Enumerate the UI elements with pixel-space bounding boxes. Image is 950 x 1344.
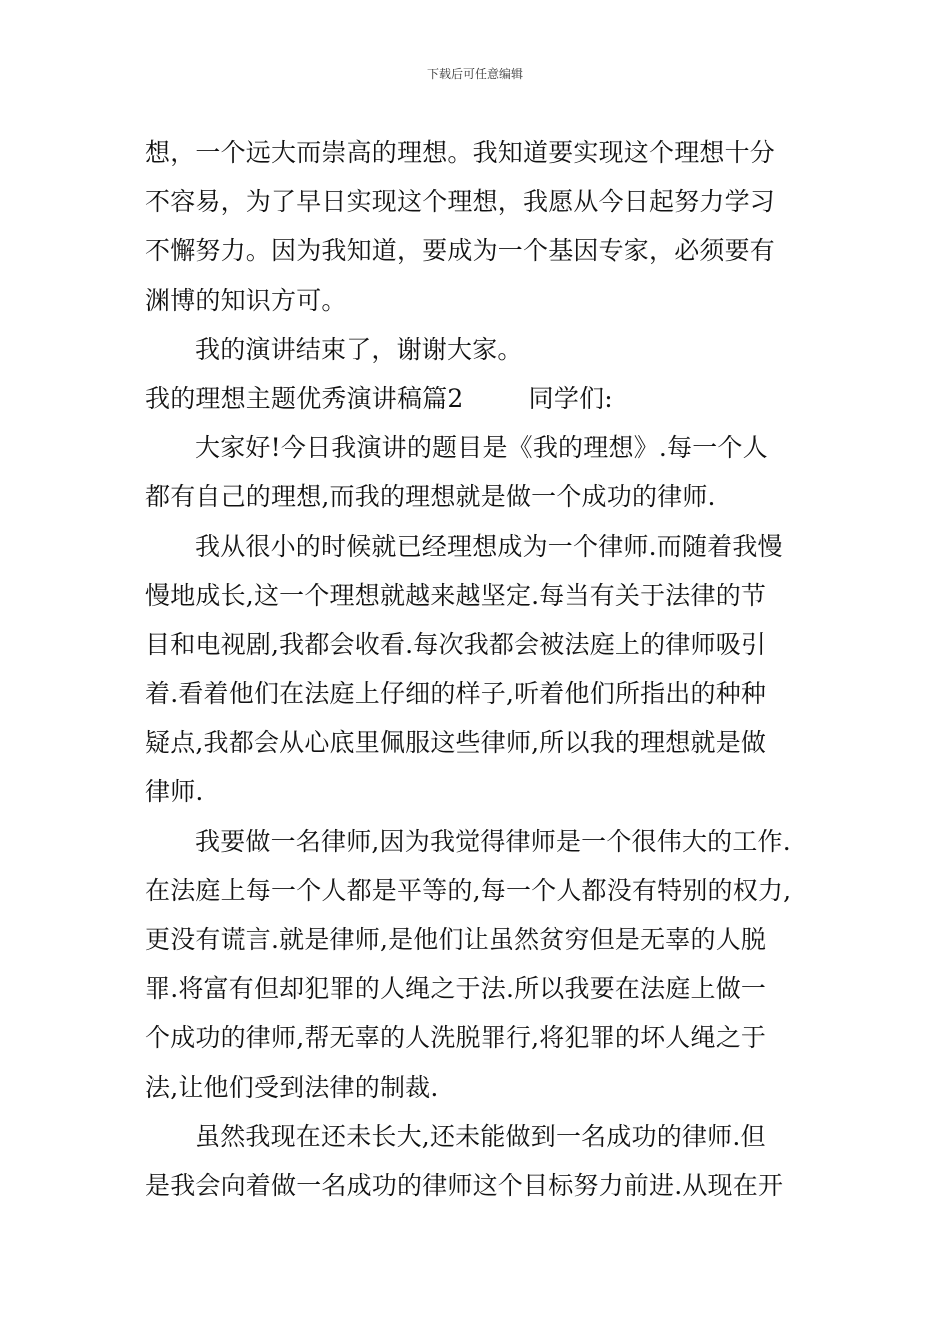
text-line: 在法庭上每一个人都是平等的,每一个人都没有特别的权力, <box>145 875 792 905</box>
text-line: 律师. <box>145 777 204 807</box>
text-line: 法,让他们受到法律的制裁. <box>145 1072 439 1102</box>
text-line: 都有自己的理想,而我的理想就是做一个成功的律师. <box>145 482 716 512</box>
text-line: 是我会向着做一名成功的律师这个目标努力前进.从现在开 <box>145 1170 784 1200</box>
text-line: 我要做一名律师,因为我觉得律师是一个很伟大的工作. <box>195 826 791 856</box>
text-line: 更没有谎言.就是律师,是他们让虽然贫穷但是无辜的人脱 <box>145 925 767 954</box>
text-line: 大家好!今日我演讲的题目是《我的理想》.每一个人 <box>195 433 768 463</box>
text-line: 个成功的律师,帮无辜的人洗脱罪行,将犯罪的坏人绳之于 <box>145 1023 767 1053</box>
text-line: 不容易，为了早日实现这个理想，我愿从今日起努力学习 <box>145 187 776 217</box>
text-line: 罪.将富有但却犯罪的人绳之于法.所以我要在法庭上做一 <box>145 974 767 1004</box>
page-header-note: 下载后可任意编辑 <box>426 67 523 81</box>
text-line: 想，一个远大而崇高的理想。我知道要实现这个理想十分 <box>145 138 776 167</box>
document-body <box>145 128 817 1210</box>
text-line: 着.看着他们在法庭上仔细的样子,听着他们所指出的种种 <box>145 679 767 709</box>
text-line: 目和电视剧,我都会收看.每次我都会被法庭上的律师吸引 <box>145 629 767 659</box>
text-line: 虽然我现在还未长大,还未能做到一名成功的律师.但 <box>195 1121 766 1151</box>
text-line: 不懈努力。因为我知道，要成为一个基因专家，必须要有 <box>145 236 776 266</box>
text-line: 我从很小的时候就已经理想成为一个律师.而随着我慢 <box>195 531 783 561</box>
text-line: 渊博的知识方可。 <box>145 285 347 315</box>
text-line: 慢地成长,这一个理想就越来越坚定.每当有关于法律的节 <box>145 580 767 610</box>
section-heading: 我的理想主题优秀演讲稿篇2 同学们: <box>145 383 613 413</box>
text-line: 疑点,我都会从心底里佩服这些律师,所以我的理想就是做 <box>145 728 767 758</box>
text-line: 我的演讲结束了，谢谢大家。 <box>195 334 523 364</box>
